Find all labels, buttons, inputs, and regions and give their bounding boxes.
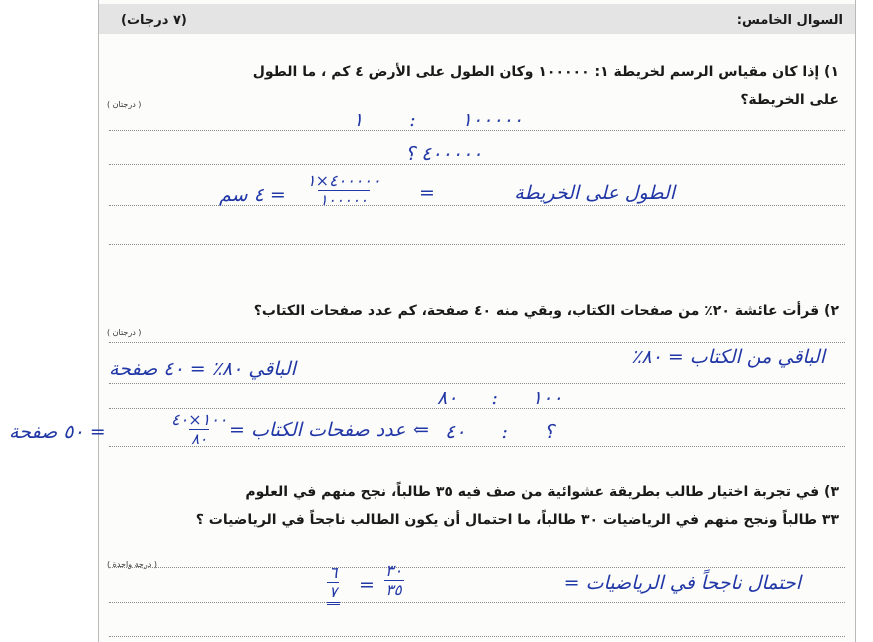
q2-numerator: ١٠٠×٤٠ — [171, 410, 228, 429]
q1-ratio-a: ١٠٠٠٠٠ — [461, 109, 523, 131]
q1-fraction — [305, 171, 383, 209]
q1-length-label: الطول على الخريطة — [514, 182, 675, 204]
q1-ratio-colon: : — [409, 109, 416, 131]
q1-numerator: ٤٠٠٠٠٠×١ — [307, 171, 381, 190]
q3-fraction-1 — [383, 561, 404, 599]
answer-line — [109, 602, 845, 603]
q2-grade: ( درجتان ) — [107, 328, 142, 337]
q2-denominator: ٨٠ — [191, 430, 208, 448]
q2-result: = ٥٠ صفحة — [9, 421, 106, 443]
q2-remaining-label: الباقي من الكتاب = ٨٠٪ — [631, 346, 825, 368]
q2-ratio-colon: : — [491, 387, 498, 409]
question-marks: (٧ درجات) — [121, 13, 187, 28]
q3-numerator-1: ٣٠ — [385, 561, 403, 580]
q1-ratio-given — [353, 143, 482, 165]
q3-denominator-1: ٣٥ — [385, 581, 402, 599]
q2-remaining-result: الباقي ٨٠٪ = ٤٠ صفحة — [109, 358, 296, 380]
q3-grade: ( درجة واحدة ) — [107, 560, 157, 569]
answer-line — [109, 244, 845, 245]
q1-text-line1: ١) إذا كان مقياس الرسم لخريطة ١: ١٠٠٠٠٠ وكان الطول على الأرض ٤ كم ، ما الطول — [252, 64, 839, 80]
q3-numerator-2: ٦ — [329, 563, 338, 582]
question-title: السوال الخامس: — [736, 13, 843, 28]
q2-ratio-row1 — [437, 387, 563, 409]
q2-ratio-row2 — [445, 421, 554, 443]
q2-ratio-colon-2: : — [501, 421, 508, 443]
q2-ratio-a: ١٠٠ — [531, 387, 563, 409]
q2-fraction — [169, 410, 229, 448]
q1-given: ٤٠٠٠٠٠ — [421, 143, 483, 165]
q1-ratio-scale — [353, 109, 523, 131]
q2-text-line1: ٢) قرأت عائشة ٢٠٪ من صفحات الكتاب، وبقي منه ٤٠ صفحة، كم عدد صفحات الكتاب؟ — [253, 303, 839, 319]
q2-ratio-c: ؟ — [543, 421, 555, 443]
q3-text-line2: ٣٣ طالباً ونجح منهم في الرياضيات ٣٠ طالباً، ما احتمال أن يكون الطالب ناجحاً في الرياضيات ؟ — [195, 512, 839, 528]
q3-text-line1: ٣) في تجربة اختيار طالب بطريقة عشوائية من صف فيه ٣٥ طالباً، نجح منهم في العلوم — [245, 484, 839, 500]
answer-line — [109, 342, 845, 343]
q2-total-label: عدد صفحات الكتاب = — [229, 419, 406, 441]
answer-line — [109, 636, 845, 637]
q3-final-answer — [327, 563, 340, 605]
q3-equals: = — [359, 574, 376, 596]
q2-ratio-b: ٨٠ — [437, 387, 458, 409]
q3-probability-label: احتمال ناجحاً في الرياضيات = — [563, 572, 801, 594]
answer-line — [109, 383, 845, 384]
q3-denominator-2: ٧ — [329, 583, 338, 601]
q1-grade: ( درجتان ) — [107, 100, 142, 109]
q1-denominator: ١٠٠٠٠٠ — [319, 191, 368, 209]
answer-line — [109, 567, 845, 568]
q1-ratio-b: ١ — [353, 109, 364, 131]
q1-text-line2: على الخريطة؟ — [740, 92, 839, 108]
q1-unknown: ؟ — [405, 143, 416, 165]
worksheet-page — [9, 0, 856, 642]
q1-equals: = — [419, 182, 436, 204]
q1-result: = ٤ سم — [219, 184, 286, 206]
q2-arrow: ⇐ — [413, 419, 430, 441]
question-header-bar — [99, 4, 855, 34]
q2-ratio-d: ٤٠ — [445, 421, 466, 443]
